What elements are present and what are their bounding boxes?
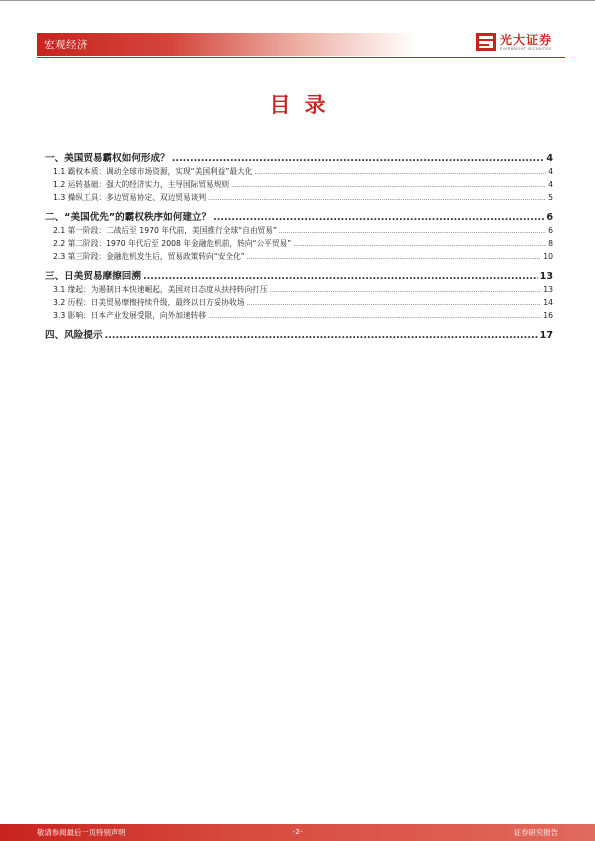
toc-entry-page: 10 — [543, 252, 553, 261]
footer-disclaimer: 敬请参阅最后一页特别声明 — [37, 828, 126, 837]
toc-entry-title: 二、“美国优先”的霸权秩序如何建立？ — [45, 212, 212, 223]
toc-leader-dots — [270, 287, 542, 294]
toc-leader-dots — [293, 241, 546, 248]
toc-leader-dots — [279, 228, 546, 235]
toc-entry-page: 13 — [539, 271, 553, 282]
header-divider — [37, 57, 565, 58]
toc-chapter-entry[interactable] — [45, 209, 553, 225]
toc-entry-title: 一、美国贸易霸权如何形成？ — [45, 153, 170, 164]
toc-leader-dots — [247, 254, 541, 261]
toc-section-entry[interactable] — [45, 238, 553, 251]
toc-section-entry[interactable] — [45, 225, 553, 238]
toc-title: 目录 — [269, 93, 340, 117]
toc-section-entry[interactable] — [45, 179, 553, 192]
toc-entry-page: 4 — [546, 153, 553, 164]
toc-entry-page: 4 — [548, 167, 553, 176]
toc-chapter-entry[interactable] — [45, 268, 553, 284]
page-number: -2- — [292, 827, 303, 836]
toc-entry-page: 17 — [539, 330, 553, 341]
footer-report-type: 证券研究报告 — [513, 828, 558, 837]
toc-section-entry[interactable] — [45, 297, 553, 310]
toc-entry-title: 四、风险提示 — [45, 330, 103, 341]
toc-entry-page: 5 — [548, 193, 553, 202]
toc-entry-page: 13 — [543, 285, 553, 294]
section-label: 宏观经济 — [44, 39, 88, 51]
toc-leader-dots — [231, 182, 546, 189]
toc-leader-dots — [208, 313, 541, 320]
everbright-logo-icon — [475, 31, 497, 53]
logo-chinese-name: 光大证券 — [500, 33, 553, 47]
table-of-contents — [45, 146, 553, 343]
company-logo — [475, 29, 565, 55]
toc-leader-dots — [143, 271, 538, 282]
top-border-line — [0, 0, 595, 1]
toc-entry-title: 1.1 霸权本质：调动全球市场资源，实现“美国利益”最大化 — [53, 167, 253, 176]
toc-entry-page: 4 — [548, 180, 553, 189]
toc-entry-title: 2.2 第二阶段：1970 年代后至 2008 年金融危机前，转向“公平贸易” — [53, 239, 292, 248]
toc-entry-title: 3.3 影响：日本产业发展受限，向外加速转移 — [53, 311, 207, 320]
toc-entry-title: 三、日美贸易摩擦回溯 — [45, 271, 141, 282]
toc-section-entry[interactable] — [45, 192, 553, 205]
toc-entry-page: 6 — [548, 226, 553, 235]
toc-leader-dots — [254, 169, 546, 176]
toc-entry-title: 1.2 运转基础：强大的经济实力、主导国际贸易规则 — [53, 180, 230, 189]
toc-chapter-entry[interactable] — [45, 150, 553, 166]
toc-chapter-entry[interactable] — [45, 327, 553, 343]
toc-leader-dots — [213, 212, 544, 223]
toc-entry-page: 8 — [548, 239, 553, 248]
toc-entry-title: 2.3 第三阶段：金融危机发生后，贸易政策转向“安全化” — [53, 252, 245, 261]
toc-section-entry[interactable] — [45, 166, 553, 179]
header-banner — [37, 33, 417, 56]
logo-english-name: EVERBRIGHT SECURITIES — [500, 47, 552, 51]
toc-leader-dots — [105, 330, 538, 341]
toc-entry-title: 2.1 第一阶段：二战后至 1970 年代前，美国推行全球“自由贸易” — [53, 226, 277, 235]
toc-section-entry[interactable] — [45, 251, 553, 264]
toc-entry-title: 3.2 历程：日美贸易摩擦持续升级，最终以日方妥协收场 — [53, 298, 245, 307]
toc-leader-dots — [172, 153, 545, 164]
toc-entry-page: 16 — [543, 311, 553, 320]
toc-entry-page: 14 — [543, 298, 553, 307]
toc-leader-dots — [208, 195, 546, 202]
toc-leader-dots — [246, 300, 541, 307]
toc-entry-title: 1.3 操纵工具：多边贸易协定、双边贸易谈判 — [53, 193, 207, 202]
toc-entry-title: 3.1 缘起：为遏制日本快速崛起，美国对日态度从扶持转向打压 — [53, 285, 268, 294]
toc-section-entry[interactable] — [45, 310, 553, 323]
toc-section-entry[interactable] — [45, 284, 553, 297]
toc-entry-page: 6 — [546, 212, 553, 223]
